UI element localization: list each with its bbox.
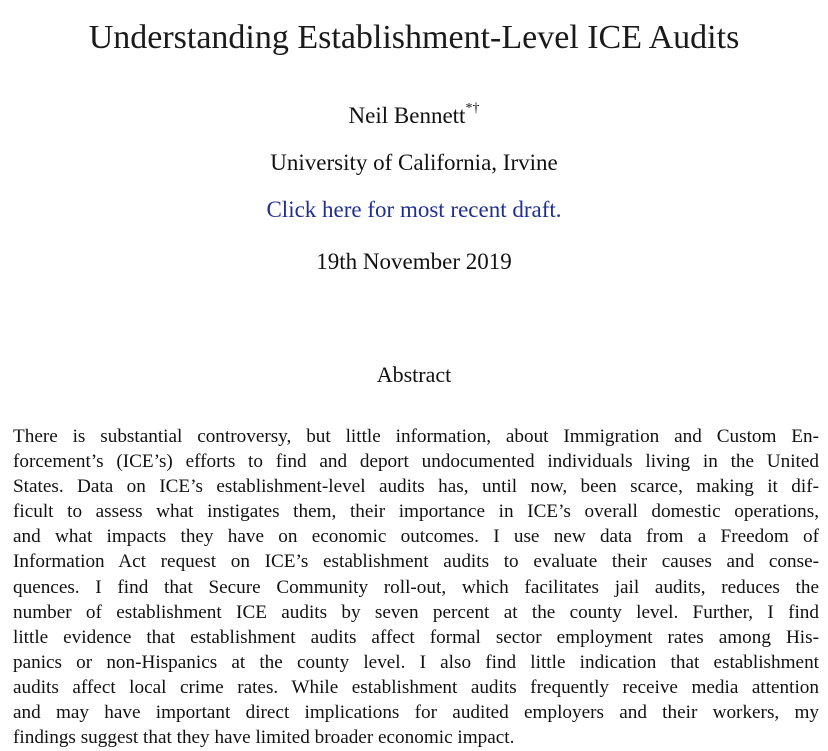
abstract-line: audits affect local crime rates. While establishment audits frequently receive media attention: [13, 676, 819, 698]
abstract-line: States. Data on ICE’s establishment-level audits has, until now, been scarce, making it dif-: [13, 476, 819, 498]
abstract-line: and what impacts they have on economic outcomes. I use new data from a Freedom of: [13, 526, 819, 548]
paper-title: Understanding Establishment-Level ICE Audits: [88, 19, 740, 56]
author-name: Neil Bennett: [348, 103, 466, 128]
abstract-line: and may have important direct implications for audited employers and their workers, my: [13, 702, 819, 724]
abstract-line: There is substantial controversy, but little information, about Immigration and Custom En-: [13, 426, 819, 447]
abstract-line: number of establishment ICE audits by seven percent at the county level. Further, I find: [13, 601, 819, 623]
abstract-line: panics or non-Hispanics at the county level. I also find little indication that establishment: [13, 651, 819, 673]
author-footnote-marks[interactable]: *†: [465, 101, 480, 117]
abstract-body: [13, 424, 819, 750]
abstract-line: Information Act request on ICE’s establishment audits to evaluate their causes and conse-: [13, 551, 819, 573]
author-line: [0, 100, 828, 132]
paper-date: 19th November 2019: [316, 249, 512, 274]
abstract-heading: Abstract: [376, 362, 452, 387]
abstract-line: quences. I find that Secure Community roll-out, which facilitates jail audits, reduces the: [13, 576, 819, 598]
abstract-line: forcement’s (ICE’s) efforts to find and deport undocumented individuals living in the United: [13, 451, 819, 473]
abstract-line: ficult to assess what instigates them, their importance in ICE’s overall domestic operations,: [13, 501, 819, 523]
author-affiliation: University of California, Irvine: [270, 150, 558, 175]
recent-draft-link[interactable]: Click here for most recent draft.: [266, 197, 562, 222]
abstract-line: findings suggest that they have limited broader economic impact.: [13, 727, 515, 749]
abstract-line: little evidence that establishment audits affect formal sector employment rates among His-: [13, 626, 819, 648]
